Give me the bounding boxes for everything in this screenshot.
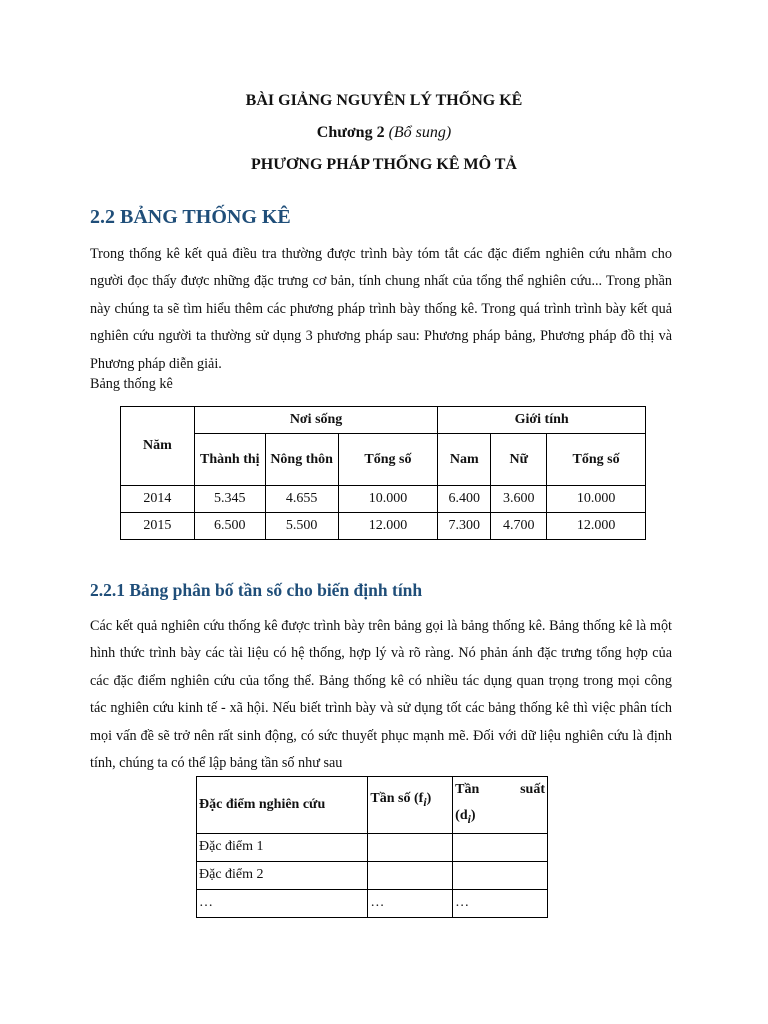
header-characteristic: Đặc điểm nghiên cứu — [197, 777, 368, 834]
section-heading-2-2-1: 2.2.1 Bảng phân bố tần số cho biến định tính — [90, 580, 423, 600]
cell — [453, 833, 548, 861]
header-residence-total: Tổng số — [338, 434, 438, 486]
statistics-table — [120, 406, 646, 540]
table-row — [197, 889, 548, 917]
cell: 6.400 — [438, 486, 491, 513]
cell: 5.345 — [194, 486, 265, 513]
cell: 6.500 — [194, 513, 265, 540]
table-row — [121, 486, 646, 513]
header-frequency: Tần số $(f_i)$ — [368, 777, 453, 834]
cell: 10.000 — [547, 486, 646, 513]
section-heading-2-2: 2.2 BẢNG THỐNG KÊ — [90, 206, 291, 228]
document-title: BÀI GIẢNG NGUYÊN LÝ THỐNG KÊ — [245, 92, 523, 109]
cell: 2014 — [121, 486, 195, 513]
header-rural: Nông thôn — [265, 434, 338, 486]
cell: 12.000 — [338, 513, 438, 540]
frequency-table — [196, 776, 548, 918]
cell — [453, 861, 548, 889]
header-gender: Giới tính — [438, 407, 646, 434]
header-female: Nữ — [491, 434, 547, 486]
section-2-2-1-paragraph: Các kết quả nghiên cứu thống kê được trình bày trên bảng gọi là bảng thống kê. Bảng thống kê là một hình thức trình bày các tài liệu có hệ thống, hợp lý và rõ ràng. Nó phản ánh đặc trưng tổng hợp của các đặc điểm nghiên cứu của tổng thể. Bảng thống kê có nhiều tác dụng quan trọng trong mọi công tác nghiên cứu kinh tế - xã hội. Nếu biết trình bày và sử dụng tốt các bảng thống kê thì việc phân tích mọi vấn đề sẽ trở nên rất sinh động, có sức thuyết phục mạnh mẽ. Đối với dữ liệu nghiên cứu là định tính, chúng ta có thể lập bảng tần số như sau — [90, 618, 672, 772]
cell: 4.655 — [265, 486, 338, 513]
chapter-subtitle: PHƯƠNG PHÁP THỐNG KÊ MÔ TẢ — [251, 156, 517, 173]
cell — [368, 861, 453, 889]
cell: … — [453, 889, 548, 917]
header-male: Nam — [438, 434, 491, 486]
header-gender-total: Tổng số — [547, 434, 646, 486]
header-residence: Nơi sống — [194, 407, 437, 434]
table-row — [197, 861, 548, 889]
header-urban: Thành thị — [194, 434, 265, 486]
chapter-note: (Bổ sung) — [388, 124, 452, 141]
cell: 3.600 — [491, 486, 547, 513]
cell: … — [368, 889, 453, 917]
cell — [368, 833, 453, 861]
table-caption: Bảng thống kê — [90, 376, 173, 392]
cell: 5.500 — [265, 513, 338, 540]
table-row — [197, 833, 548, 861]
cell: … — [197, 889, 368, 917]
table-row — [121, 513, 646, 540]
cell: 12.000 — [547, 513, 646, 540]
chapter-title — [0, 124, 768, 142]
cell: Đặc điểm 1 — [197, 833, 368, 861]
section-2-2-paragraph: Trong thống kê kết quả điều tra thường được trình bày tóm tắt các đặc điểm nghiên cứu nhằm cho người đọc thấy được những đặc trưng cơ bản, tính chung nhất của tổng thể nghiên cứu... Trong phần này chúng ta sẽ tìm hiểu thêm các phương pháp trình bày thống kê. Trong quá trình trình bày kết quả nghiên cứu người ta thường sử dụng 3 phương pháp sau: Phương pháp bảng, Phương pháp đồ thị và Phương pháp diễn giải. — [90, 246, 672, 372]
cell: Đặc điểm 2 — [197, 861, 368, 889]
cell: 7.300 — [438, 513, 491, 540]
header-relative-frequency: Tần suất $(d_i)$ — [453, 777, 548, 834]
cell: 4.700 — [491, 513, 547, 540]
header-year: Năm — [121, 407, 195, 486]
chapter-number: Chương 2 — [316, 124, 385, 141]
cell: 2015 — [121, 513, 195, 540]
cell: 10.000 — [338, 486, 438, 513]
